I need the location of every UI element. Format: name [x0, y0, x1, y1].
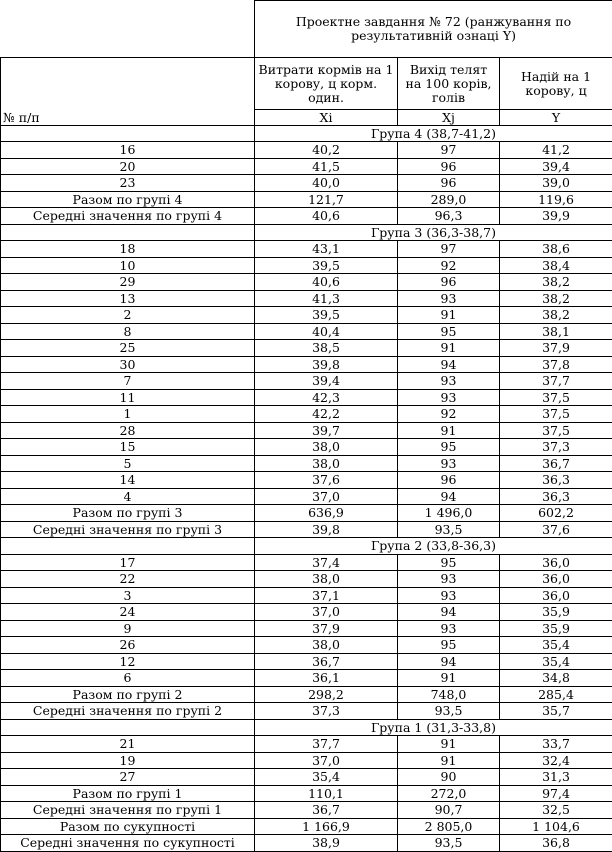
calves-cell: 93: [398, 373, 500, 390]
table-row: [1, 389, 612, 406]
milk-yield-cell: 35,7: [500, 703, 612, 720]
group-blank-cell: [1, 538, 255, 555]
milk-yield-cell: 38,4: [500, 257, 612, 274]
table-row: [1, 736, 612, 753]
group-header-row: [1, 125, 612, 142]
group-header-row: [1, 719, 612, 736]
calves-cell: 96: [398, 472, 500, 489]
milk-yield-cell: 36,0: [500, 587, 612, 604]
row-number-cell: Середні значення по групі 1: [1, 802, 255, 819]
table-row: [1, 257, 612, 274]
table-row: [1, 241, 612, 258]
feed-cell: 39,8: [255, 356, 398, 373]
group-blank-cell: [1, 719, 255, 736]
table-row: [1, 703, 612, 720]
feed-cell: 37,9: [255, 620, 398, 637]
milk-yield-cell: 602,2: [500, 505, 612, 522]
calves-cell: 94: [398, 356, 500, 373]
row-number-cell: Середні значення по сукупності: [1, 835, 255, 852]
feed-cell: 37,7: [255, 736, 398, 753]
calves-cell: 97: [398, 241, 500, 258]
row-number-cell: Разом по сукупності: [1, 818, 255, 835]
feed-cell: 38,0: [255, 455, 398, 472]
row-number-cell: 11: [1, 389, 255, 406]
row-number-cell: 21: [1, 736, 255, 753]
group-label: Група 3 (36,3-38,7): [255, 224, 612, 241]
row-number-cell: 7: [1, 373, 255, 390]
feed-cell: 298,2: [255, 686, 398, 703]
feed-cell: 42,3: [255, 389, 398, 406]
calves-cell: 748,0: [398, 686, 500, 703]
calves-cell: 96: [398, 175, 500, 192]
calves-cell: 90,7: [398, 802, 500, 819]
calves-cell: 289,0: [398, 191, 500, 208]
calves-cell: 91: [398, 422, 500, 439]
row-number-cell: 30: [1, 356, 255, 373]
row-number-cell: Середні значення по групі 3: [1, 521, 255, 538]
table-row: [1, 587, 612, 604]
table-row: [1, 422, 612, 439]
calves-cell: 93: [398, 389, 500, 406]
table-row: [1, 785, 612, 802]
feed-cell: 110,1: [255, 785, 398, 802]
feed-cell: 41,3: [255, 290, 398, 307]
column-symbol-y: Y: [500, 110, 612, 125]
calves-cell: 91: [398, 340, 500, 357]
milk-yield-cell: 36,8: [500, 835, 612, 852]
table-row: [1, 835, 612, 852]
row-number-cell: 14: [1, 472, 255, 489]
milk-yield-cell: 37,3: [500, 439, 612, 456]
calves-cell: 96: [398, 274, 500, 291]
table-row: [1, 521, 612, 538]
table-row: [1, 356, 612, 373]
group-label: Група 4 (38,7-41,2): [255, 125, 612, 142]
milk-yield-cell: 38,2: [500, 290, 612, 307]
column-header-calves: Вихід телят на 100 корів, голів: [398, 57, 500, 110]
feed-cell: 40,6: [255, 208, 398, 225]
row-number-cell: 12: [1, 653, 255, 670]
milk-yield-cell: 39,9: [500, 208, 612, 225]
calves-cell: 92: [398, 406, 500, 423]
milk-yield-cell: 36,7: [500, 455, 612, 472]
table-row: [1, 455, 612, 472]
row-number-cell: 19: [1, 752, 255, 769]
feed-cell: 40,6: [255, 274, 398, 291]
calves-cell: 95: [398, 554, 500, 571]
milk-yield-cell: 37,5: [500, 406, 612, 423]
calves-cell: 2 805,0: [398, 818, 500, 835]
project-title: Проектне завдання № 72 (ранжування по результативній ознаці Y): [255, 1, 612, 58]
calves-cell: 94: [398, 604, 500, 621]
milk-yield-cell: 38,1: [500, 323, 612, 340]
milk-yield-cell: 119,6: [500, 191, 612, 208]
calves-cell: 1 496,0: [398, 505, 500, 522]
calves-cell: 93: [398, 571, 500, 588]
row-number-cell: 4: [1, 488, 255, 505]
milk-yield-cell: 37,8: [500, 356, 612, 373]
feed-cell: 42,2: [255, 406, 398, 423]
milk-yield-cell: 38,6: [500, 241, 612, 258]
calves-cell: 94: [398, 653, 500, 670]
table-row: [1, 488, 612, 505]
milk-yield-cell: 39,0: [500, 175, 612, 192]
row-number-cell: 16: [1, 142, 255, 159]
feed-cell: 39,4: [255, 373, 398, 390]
table-row: [1, 818, 612, 835]
table-row: [1, 340, 612, 357]
row-number-cell: 1: [1, 406, 255, 423]
row-number-cell: 3: [1, 587, 255, 604]
feed-cell: 36,7: [255, 653, 398, 670]
table-row: [1, 620, 612, 637]
feed-cell: 636,9: [255, 505, 398, 522]
table-row: [1, 505, 612, 522]
group-blank-cell: [1, 224, 255, 241]
milk-yield-cell: 35,9: [500, 620, 612, 637]
milk-yield-cell: 37,5: [500, 389, 612, 406]
milk-yield-cell: 37,7: [500, 373, 612, 390]
table-row: [1, 769, 612, 786]
calves-cell: 95: [398, 637, 500, 654]
milk-yield-cell: 97,4: [500, 785, 612, 802]
group-header-row: [1, 224, 612, 241]
calves-cell: 91: [398, 670, 500, 687]
milk-yield-cell: 35,4: [500, 637, 612, 654]
feed-cell: 39,7: [255, 422, 398, 439]
row-number-cell: 8: [1, 323, 255, 340]
milk-yield-cell: 1 104,6: [500, 818, 612, 835]
table-row: [1, 191, 612, 208]
feed-cell: 36,1: [255, 670, 398, 687]
milk-yield-cell: 32,4: [500, 752, 612, 769]
calves-cell: 97: [398, 142, 500, 159]
table-row: [1, 653, 612, 670]
feed-cell: 1 166,9: [255, 818, 398, 835]
feed-cell: 121,7: [255, 191, 398, 208]
row-number-cell: 28: [1, 422, 255, 439]
feed-cell: 37,4: [255, 554, 398, 571]
milk-yield-cell: 35,4: [500, 653, 612, 670]
column-symbol-xj: Xj: [398, 110, 500, 125]
group-label: Група 2 (33,8-36,3): [255, 538, 612, 555]
group-blank-cell: [1, 125, 255, 142]
milk-yield-cell: 34,8: [500, 670, 612, 687]
table-row: [1, 158, 612, 175]
table-row: [1, 208, 612, 225]
column-header-feed: Витрати кормів на 1 корову, ц корм. один.: [255, 57, 398, 110]
milk-yield-cell: 36,3: [500, 472, 612, 489]
feed-cell: 37,1: [255, 587, 398, 604]
feed-cell: 40,0: [255, 175, 398, 192]
header-row-title: [1, 1, 612, 58]
milk-yield-cell: 37,6: [500, 521, 612, 538]
calves-cell: 96: [398, 158, 500, 175]
calves-cell: 93: [398, 290, 500, 307]
row-number-cell: 9: [1, 620, 255, 637]
feed-cell: 37,0: [255, 488, 398, 505]
table-row: [1, 802, 612, 819]
row-number-cell: 2: [1, 307, 255, 324]
group-label: Група 1 (31,3-33,8): [255, 719, 612, 736]
feed-cell: 43,1: [255, 241, 398, 258]
calves-cell: 91: [398, 752, 500, 769]
column-header-number: № п/п: [1, 57, 255, 125]
row-number-cell: 22: [1, 571, 255, 588]
table-row: [1, 637, 612, 654]
milk-yield-cell: 31,3: [500, 769, 612, 786]
row-number-cell: Разом по групі 3: [1, 505, 255, 522]
milk-yield-cell: 39,4: [500, 158, 612, 175]
table-row: [1, 142, 612, 159]
feed-cell: 40,4: [255, 323, 398, 340]
feed-cell: 39,5: [255, 307, 398, 324]
milk-yield-cell: 38,2: [500, 307, 612, 324]
feed-cell: 37,3: [255, 703, 398, 720]
table-row: [1, 571, 612, 588]
row-number-cell: 17: [1, 554, 255, 571]
feed-cell: 36,7: [255, 802, 398, 819]
row-number-cell: 15: [1, 439, 255, 456]
table-row: [1, 307, 612, 324]
table-row: [1, 604, 612, 621]
table-row: [1, 323, 612, 340]
table-row: [1, 472, 612, 489]
row-number-cell: Середні значення по групі 4: [1, 208, 255, 225]
row-number-cell: Разом по групі 4: [1, 191, 255, 208]
row-number-cell: 29: [1, 274, 255, 291]
row-number-cell: Разом по групі 1: [1, 785, 255, 802]
milk-yield-cell: 38,2: [500, 274, 612, 291]
row-number-cell: 5: [1, 455, 255, 472]
row-number-cell: 10: [1, 257, 255, 274]
table-row: [1, 373, 612, 390]
table-row: [1, 686, 612, 703]
header-blank-cell: [1, 1, 255, 58]
feed-cell: 35,4: [255, 769, 398, 786]
feed-cell: 38,0: [255, 571, 398, 588]
calves-cell: 93,5: [398, 703, 500, 720]
milk-yield-cell: 37,9: [500, 340, 612, 357]
milk-yield-cell: 36,3: [500, 488, 612, 505]
feed-cell: 38,5: [255, 340, 398, 357]
milk-yield-cell: 285,4: [500, 686, 612, 703]
milk-yield-cell: 37,5: [500, 422, 612, 439]
calves-cell: 95: [398, 323, 500, 340]
feed-cell: 40,2: [255, 142, 398, 159]
calves-cell: 93,5: [398, 521, 500, 538]
calves-cell: 93,5: [398, 835, 500, 852]
table-row: [1, 439, 612, 456]
row-number-cell: 25: [1, 340, 255, 357]
calves-cell: 272,0: [398, 785, 500, 802]
feed-cell: 37,0: [255, 604, 398, 621]
feed-cell: 41,5: [255, 158, 398, 175]
milk-yield-cell: 32,5: [500, 802, 612, 819]
table-row: [1, 406, 612, 423]
calves-cell: 92: [398, 257, 500, 274]
column-header-milk-yield: Надій на 1 корову, ц: [500, 57, 612, 110]
row-number-cell: 13: [1, 290, 255, 307]
feed-cell: 37,0: [255, 752, 398, 769]
calves-cell: 96,3: [398, 208, 500, 225]
row-number-cell: Середні значення по групі 2: [1, 703, 255, 720]
table-row: [1, 290, 612, 307]
row-number-cell: 6: [1, 670, 255, 687]
feed-cell: 39,5: [255, 257, 398, 274]
row-number-cell: 26: [1, 637, 255, 654]
table-row: [1, 554, 612, 571]
milk-yield-cell: 41,2: [500, 142, 612, 159]
header-row-columns: [1, 57, 612, 110]
calves-cell: 95: [398, 439, 500, 456]
calves-cell: 90: [398, 769, 500, 786]
column-symbol-xi: Xi: [255, 110, 398, 125]
row-number-cell: 18: [1, 241, 255, 258]
milk-yield-cell: 33,7: [500, 736, 612, 753]
milk-yield-cell: 35,9: [500, 604, 612, 621]
table-row: [1, 752, 612, 769]
calves-cell: 93: [398, 620, 500, 637]
table-row: [1, 175, 612, 192]
table-row: [1, 670, 612, 687]
row-number-cell: Разом по групі 2: [1, 686, 255, 703]
row-number-cell: 27: [1, 769, 255, 786]
row-number-cell: 20: [1, 158, 255, 175]
feed-cell: 38,0: [255, 637, 398, 654]
milk-yield-cell: 36,0: [500, 571, 612, 588]
calves-cell: 91: [398, 736, 500, 753]
row-number-cell: 23: [1, 175, 255, 192]
calves-cell: 91: [398, 307, 500, 324]
feed-cell: 37,6: [255, 472, 398, 489]
feed-cell: 39,8: [255, 521, 398, 538]
group-header-row: [1, 538, 612, 555]
calves-cell: 93: [398, 587, 500, 604]
feed-cell: 38,9: [255, 835, 398, 852]
row-number-cell: 24: [1, 604, 255, 621]
table-row: [1, 274, 612, 291]
feed-cell: 38,0: [255, 439, 398, 456]
calves-cell: 93: [398, 455, 500, 472]
milk-yield-cell: 36,0: [500, 554, 612, 571]
calves-cell: 94: [398, 488, 500, 505]
